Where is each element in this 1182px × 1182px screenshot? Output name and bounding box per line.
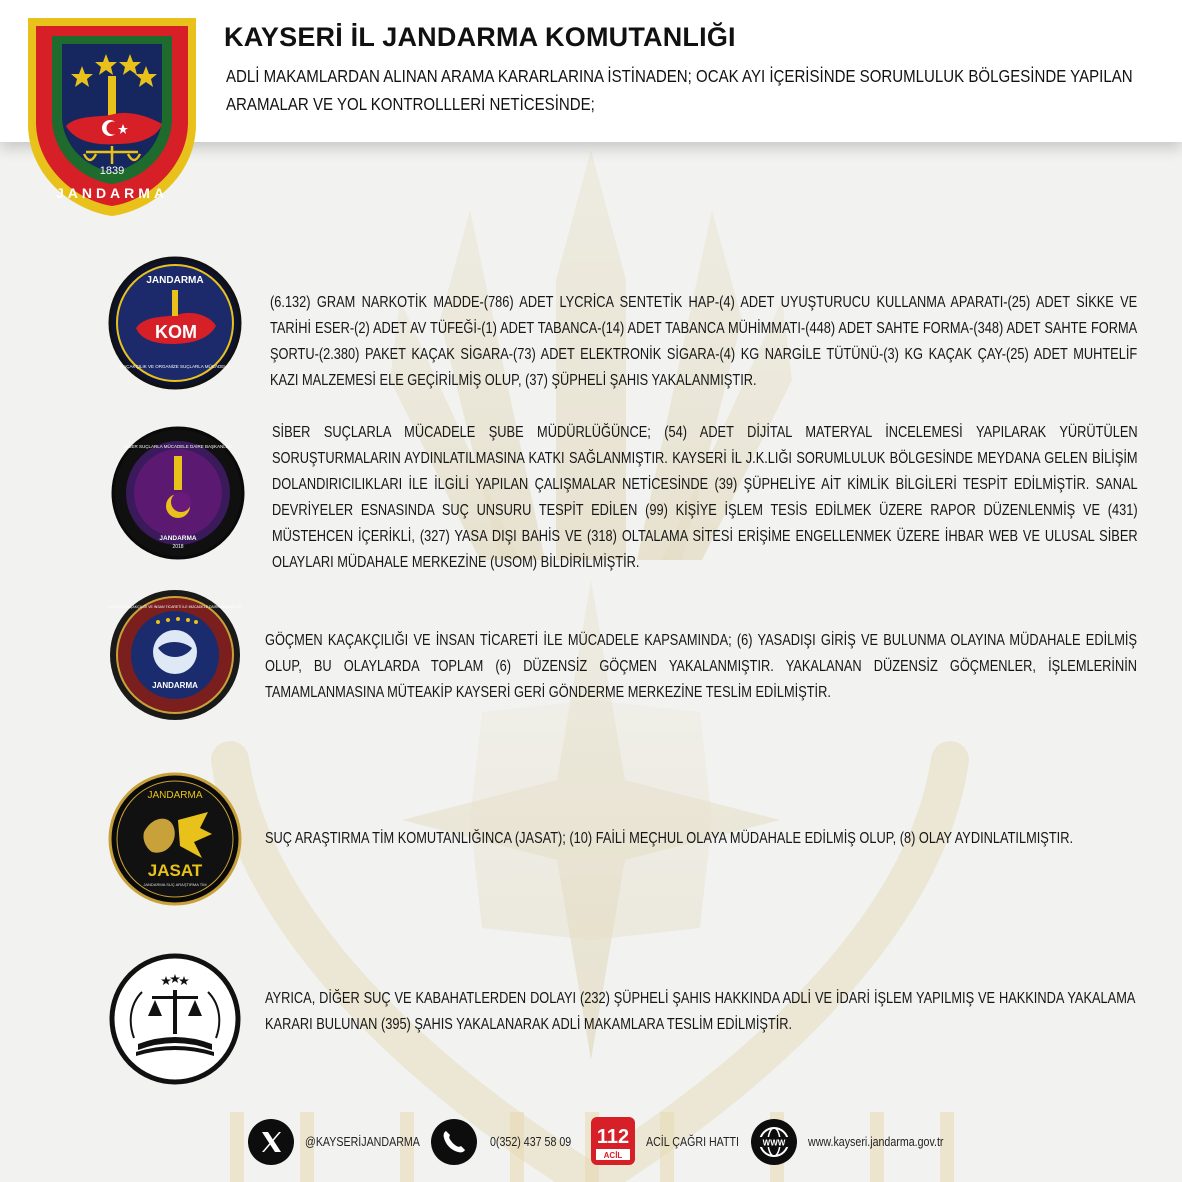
siber-badge-year: 2018 bbox=[172, 544, 184, 550]
emergency-label: ACİL ÇAĞRI HATTI bbox=[646, 1134, 739, 1149]
x-logo-icon[interactable] bbox=[247, 1118, 295, 1166]
siber-badge-icon bbox=[111, 426, 245, 560]
page-subtitle: ADLİ MAKAMLARDAN ALINAN ARAMA KARARLARINA İSTİNADEN; OCAK AYI İÇERİSİNDE SORUMLULUK BÖLGESİNDE YAPILAN ARAMALAR VE YOL KONTROLLLERİ NETİCESİNDE; bbox=[226, 66, 1133, 114]
emergency-small-label: ACİL bbox=[603, 1151, 623, 1160]
kom-badge-ring-label: KAÇAKÇILIK VE ORGANİZE SUÇLARLA MÜCADELE bbox=[120, 364, 230, 369]
jasat-badge-icon bbox=[108, 772, 242, 906]
jasat-badge-mid-label: JASAT bbox=[147, 861, 203, 880]
justice-scale-icon bbox=[108, 952, 242, 1086]
gocmen-badge-bottom-label: JANDARMA bbox=[152, 681, 198, 690]
footer-contact-bar bbox=[0, 1112, 1182, 1172]
phone-number[interactable]: 0(352) 437 58 09 bbox=[490, 1134, 572, 1149]
emergency-number: 112 bbox=[596, 1126, 630, 1148]
siber-badge-bottom-label: JANDARMA bbox=[159, 535, 197, 542]
section-gocmen-text: GÖÇMEN KAÇAKÇILIĞI VE İNSAN TİCARETİ İLE MÜCADELE KAPSAMINDA; (6) YASADIŞI GİRİŞ VE BULUNMA OLAYINA MÜDAHALE EDİLMİŞ OLUP, BU OLAYLARDA TOPLAM (6) DÜZENSİZ GÖÇMEN YAKALANMIŞTIR. YAKALANAN DÜZENSİZ GÖÇMENLER, İŞLEMLERİNİN TAMAMLANMASINA MÜTEAKİP KAYSERİ GERİ GÖNDERME MERKEZİNE TESLİM EDİLMİŞTİR. bbox=[265, 632, 1137, 701]
phone-icon[interactable] bbox=[430, 1118, 478, 1166]
svg-text:JANDARMA: JANDARMA bbox=[55, 185, 169, 201]
www-label: WWW bbox=[762, 1138, 786, 1148]
jasat-badge-small-label: JANDARMA SUÇ ARAŞTIRMA TİM bbox=[143, 882, 207, 887]
gocmen-badge-icon bbox=[108, 588, 242, 722]
emergency-112-icon[interactable] bbox=[590, 1116, 636, 1166]
section-adli-text: AYRICA, DİĞER SUÇ VE KABAHATLERDEN DOLAYI (232) ŞÜPHELİ ŞAHIS HAKKINDA ADLİ VE İDARİ İŞLEM YAPILMIŞ VE HAKKINDA YAKALAMA KARARI BULUNAN (395) ŞAHIS YAKALANARAK ADLİ MAKAMLARA TESLİM EDİLMİŞTİR. bbox=[265, 990, 1136, 1033]
section-jasat-text: SUÇ ARAŞTIRMA TİM KOMUTANLIĞINCA (JASAT); (10) FAİLİ MEÇHUL OLAYA MÜDAHALE EDİLMİŞ OLUP, (8) OLAY AYDINLATILMIŞTIR. bbox=[265, 830, 1074, 847]
siber-badge-ring-label: SİBER SUÇLARLA MÜCADELE DAİRE BAŞKANLIĞI bbox=[124, 444, 232, 449]
svg-text:1839: 1839 bbox=[99, 165, 125, 177]
kom-badge-icon bbox=[108, 256, 242, 390]
www-globe-icon[interactable] bbox=[750, 1118, 798, 1166]
kom-badge-mid-label: KOM bbox=[155, 322, 197, 342]
jandarma-emblem-icon bbox=[22, 14, 202, 219]
section-kom-text: (6.132) GRAM NARKOTİK MADDE-(786) ADET LYCRİCA SENTETİK HAP-(4) ADET UYUŞTURUCU KULLANMA APARATI-(25) ADET SİKKE VE TARİHİ ESER-(2) ADET AV TÜFEĞİ-(1) ADET TABANCA-(14) ADET TABANCA MÜHİMMATI-(448) ADET SAHTE FORMA-(348) ADET SAHTE FORMA ŞORTU-(2.380) PAKET KAÇAK SİGARA-(73) ADET ELEKTRONİK SİGARA-(4) KG NARGİLE TÜTÜNÜ-(3) KG KAÇAK ÇAY-(25) ADET MUHTELİF KAZI MALZEMESİ ELE GEÇİRİLMİŞ OLUP, (37) ŞÜPHELİ ŞAHIS YAKALANMIŞTIR. bbox=[270, 294, 1138, 389]
gocmen-badge-ring-label: GÖÇMEN KAÇAKÇILIĞI VE İNSAN TİCARETİ İLE MÜCADELE DAİRE BAŞKANLIĞI bbox=[108, 605, 242, 609]
page-title: KAYSERİ İL JANDARMA KOMUTANLIĞI bbox=[224, 22, 736, 52]
section-siber-text: SİBER SUÇLARLA MÜCADELE ŞUBE MÜDÜRLÜĞÜNCE; (54) ADET DİJİTAL MATERYAL İNCELEMESİ YAPILARAK YÜRÜTÜLEN SORUŞTURMALARIN AYDINLATILMASINA KATKI SAĞLANMIŞTIR. KAYSERİ İL J.K.LIĞI SORUMLULUK BÖLGESİNDE MEYDANA GELEN BİLİŞİM DOLANDIRICILIKLARI İLE İLGİLİ YAPILAN ÇALIŞMALAR NETİCESİNDE (39) ŞÜPHELİYE AİT KİMLİK BİLGİLERİ TESPİT EDİLMİŞTİR. SANAL DEVRİYELER ESNASINDA SUÇ UNSURU TESPİT EDİLEN (99) KİŞİYE İŞLEM TESİS EDİLMEK ÜZERE RAPOR DÜZENLENMİŞ VE (431) MÜSTEHCEN İÇERİKLİ, (327) YASA DIŞI BAHİS VE (318) OLTALAMA SİTESİ ERİŞİME ENGELLENMEK ÜZERE İHBAR WEB VE ULUSAL SİBER OLAYLARI MÜDAHALE MERKEZİNE (USOM) BİLDİRİLMİŞTİR. bbox=[272, 424, 1138, 571]
website-link[interactable]: www.kayseri.jandarma.gov.tr bbox=[808, 1134, 944, 1149]
jasat-badge-top-label: JANDARMA bbox=[147, 790, 203, 801]
x-handle[interactable]: @KAYSERİJANDARMA bbox=[305, 1134, 420, 1149]
kom-badge-top-label: JANDARMA bbox=[146, 275, 204, 286]
